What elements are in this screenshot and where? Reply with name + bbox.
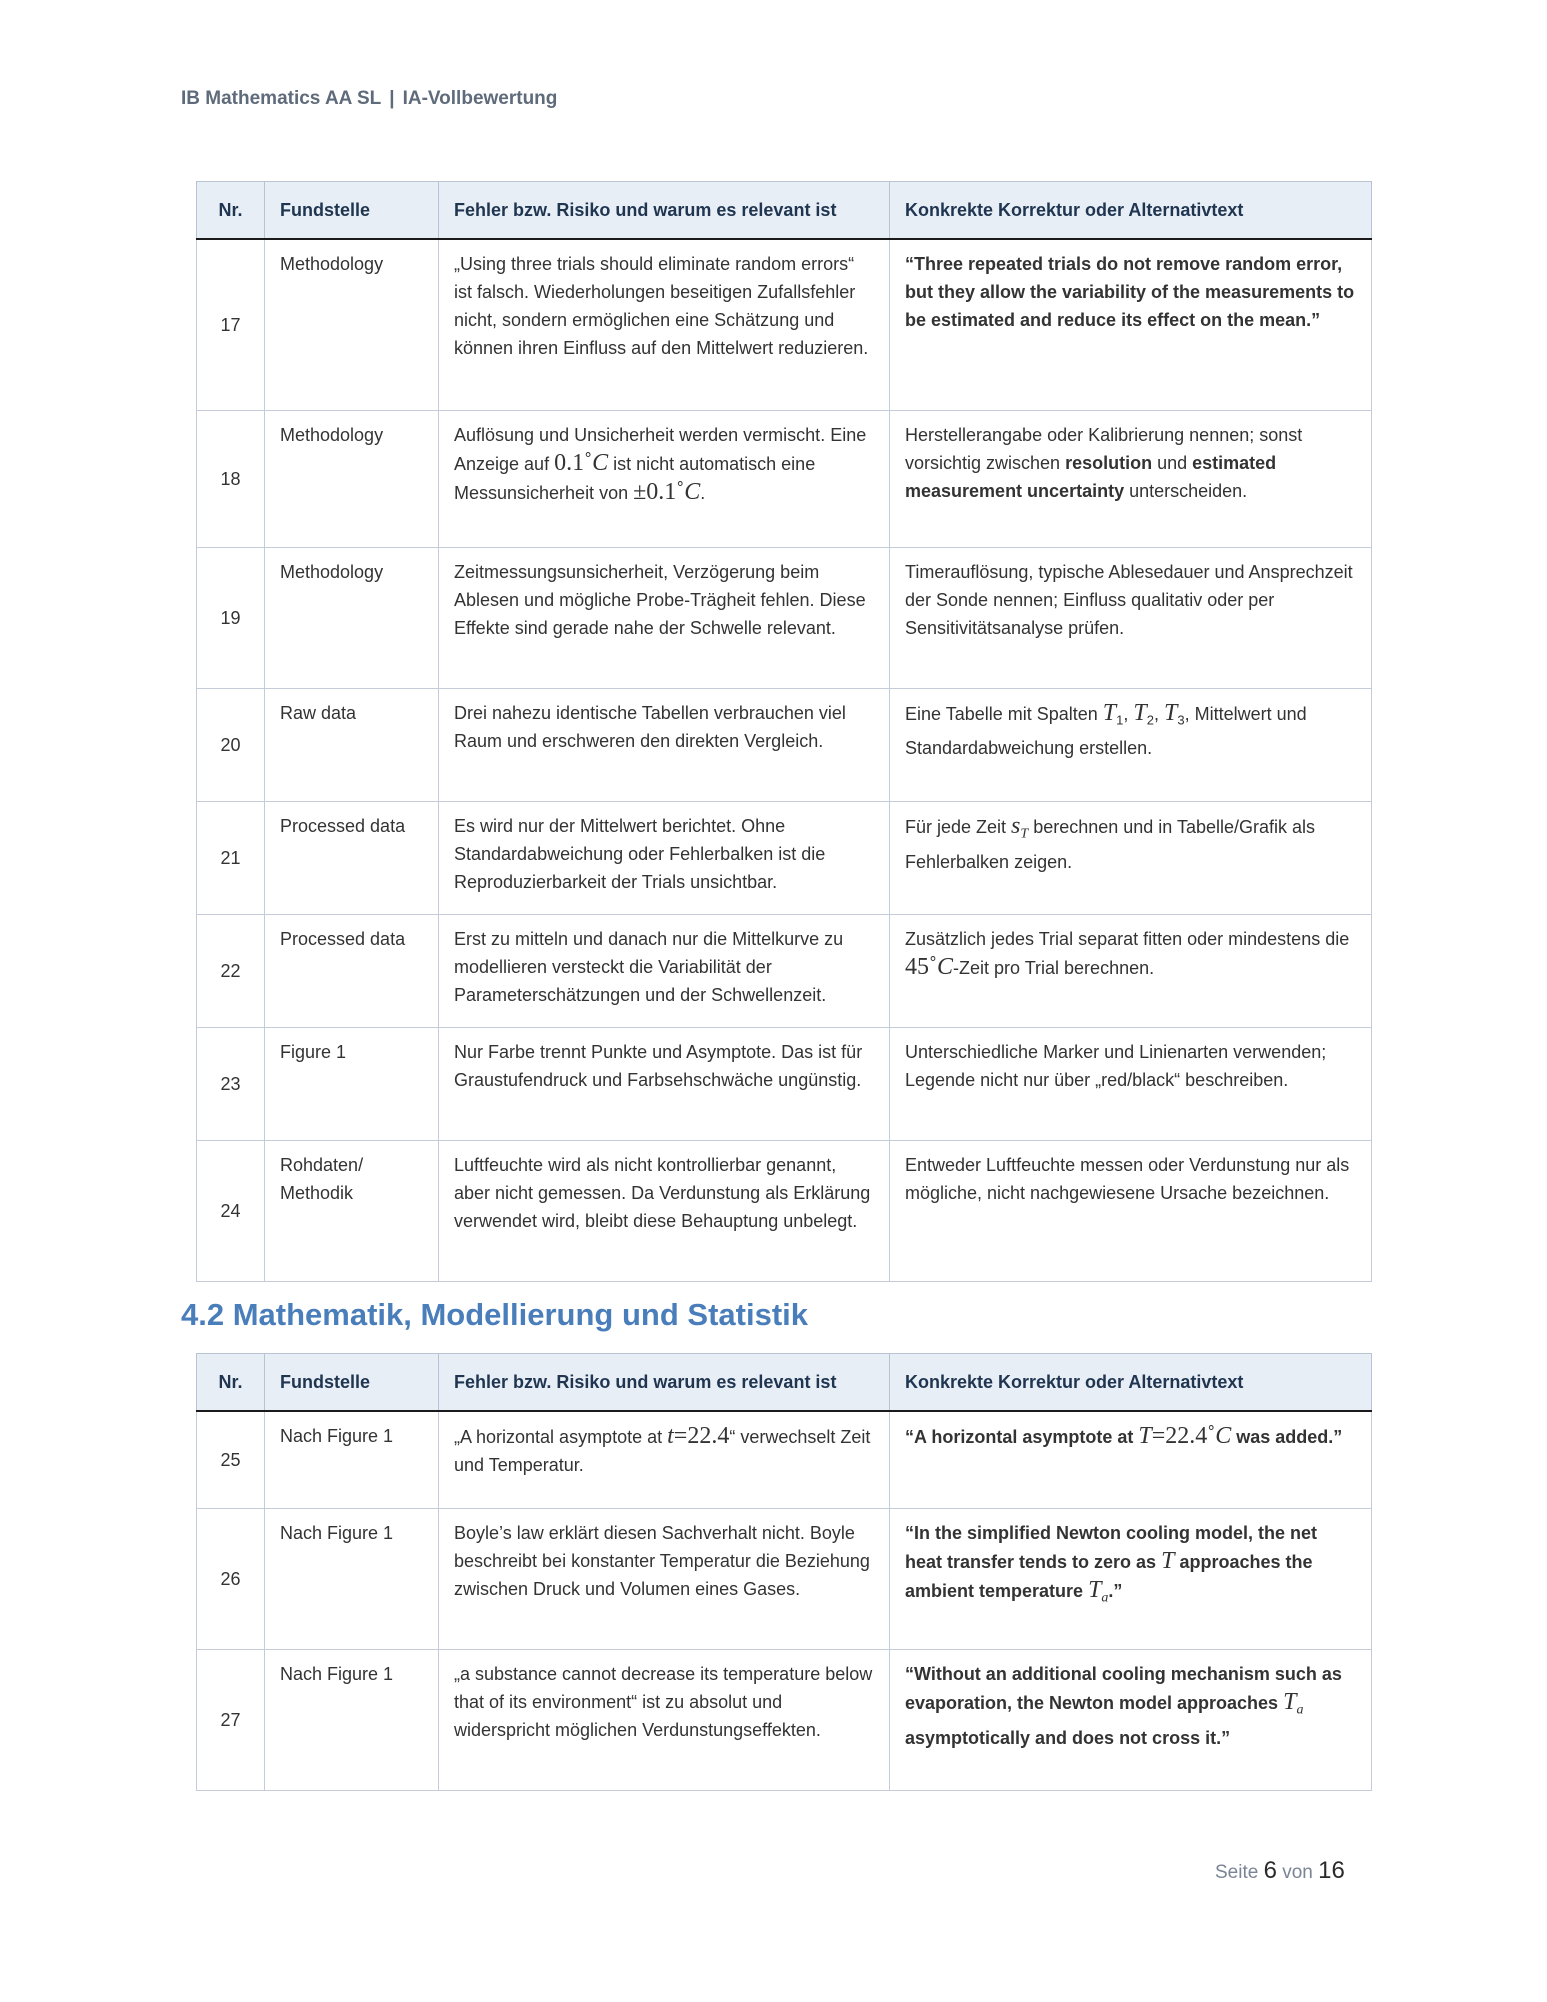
table-row — [197, 1411, 1372, 1508]
page-number — [1215, 1857, 1345, 1885]
text-part: asymptotically and does not cross it.” — [905, 1728, 1231, 1749]
row-error — [439, 410, 890, 547]
math-sub: 1 — [1116, 712, 1124, 728]
section-heading: 4.2 Mathematik, Modellierung und Statistik — [181, 1297, 808, 1332]
header-correction: Konkrekte Korrektur oder Alternativtext — [890, 1354, 1372, 1412]
header-location: Fundstelle — [265, 182, 439, 240]
row-correction: Entweder Luftfeuchte messen oder Verdunstung nur als mögliche, nicht nachgewiesene Ursache bezeichnen. — [890, 1140, 1372, 1281]
math-var: T — [1161, 1547, 1175, 1574]
row-location: Methodology — [265, 410, 439, 547]
text-part: approaches the ambient temperature — [905, 1551, 1313, 1601]
header-nr: Nr. — [197, 1354, 265, 1412]
row-nr: 21 — [197, 801, 265, 914]
math-unit: C — [684, 478, 701, 505]
math-var: T — [1088, 1576, 1102, 1603]
review-table-methodology — [196, 181, 1372, 1282]
table-row — [197, 688, 1372, 801]
row-location: Processed data — [265, 914, 439, 1027]
math-sub: a — [1101, 1590, 1109, 1606]
header-nr: Nr. — [197, 182, 265, 240]
math-value: 0.1˚ — [554, 449, 593, 476]
math-value: =22.4˚ — [1151, 1423, 1216, 1449]
math-value: ±0.1˚ — [633, 478, 685, 505]
text-part: Eine Tabelle mit Spalten — [905, 703, 1103, 724]
of-label: von — [1282, 1862, 1313, 1883]
row-location: Nach Figure 1 — [265, 1508, 439, 1649]
text-part: “In the simplified Newton cooling model, the net heat transfer tends to zero as — [905, 1522, 1318, 1572]
row-location: Methodology — [265, 547, 439, 688]
math-var: T — [1138, 1423, 1152, 1449]
row-nr: 26 — [197, 1508, 265, 1649]
row-error — [439, 1411, 890, 1508]
text-part: was added.” — [1231, 1427, 1343, 1447]
emphasis: resolution — [1065, 452, 1153, 473]
row-location: Processed data — [265, 801, 439, 914]
row-correction — [890, 688, 1372, 801]
text-part: , Mittelwert und Standardabweichung erstellen. — [905, 703, 1307, 759]
row-error: Zeitmessungsunsicherheit, Verzögerung beim Ablesen und mögliche Probe-Trägheit fehlen. Diese Effekte sind gerade nahe der Schwelle relevant. — [439, 547, 890, 688]
math-var: T — [1164, 699, 1178, 726]
table-row — [197, 914, 1372, 1027]
math-var: t — [667, 1423, 674, 1449]
row-nr: 24 — [197, 1140, 265, 1281]
math-unit: C — [937, 953, 954, 980]
row-correction: Timerauflösung, typische Ablesedauer und Ansprechzeit der Sonde nennen; Einfluss qualitativ oder per Sensitivitätsanalyse prüfen. — [890, 547, 1372, 688]
header-error: Fehler bzw. Risiko und warum es relevant ist — [439, 182, 890, 240]
emphasis: estimated measurement uncertainty — [905, 452, 1277, 501]
text-part: berechnen und in Tabelle/Grafik als Fehlerbalken zeigen. — [905, 816, 1316, 873]
header-error: Fehler bzw. Risiko und warum es relevant ist — [439, 1354, 890, 1412]
row-location: Nach Figure 1 — [265, 1411, 439, 1508]
text-part: -Zeit pro Trial berechnen. — [953, 957, 1155, 978]
row-error: Es wird nur der Mittelwert berichtet. Ohne Standardabweichung oder Fehlerbalken ist die Reproduzierbarkeit der Trials unsichtbar. — [439, 801, 890, 914]
row-error: Boyle’s law erklärt diesen Sachverhalt nicht. Boyle beschreibt bei konstanter Temperatur die Beziehung zwischen Druck und Volumen eines Gases. — [439, 1508, 890, 1649]
text-part: , — [1154, 703, 1165, 724]
text-part: “ verwechselt Zeit und Temperatur. — [454, 1427, 871, 1475]
text-part: , — [1123, 703, 1134, 724]
row-error: „Using three trials should eliminate random errors“ ist falsch. Wiederholungen beseitigen Zufallsfehler nicht, sondern ermöglichen eine Schätzung und können ihren Einfluss auf den Mittelwert reduzieren. — [439, 239, 890, 410]
math-var: T — [1102, 699, 1117, 726]
text-part: Auflösung und Unsicherheit werden vermischt. Eine Anzeige auf — [454, 424, 867, 474]
row-correction — [890, 801, 1372, 914]
text-part: Herstellerangabe oder Kalibrierung nennen; sonst vorsichtig zwischen — [905, 424, 1303, 473]
row-correction — [890, 410, 1372, 547]
text-part: ist nicht automatisch eine Messunsicherheit von — [454, 453, 816, 503]
table-row — [197, 1649, 1372, 1790]
current-page: 6 — [1263, 1857, 1277, 1884]
row-nr: 18 — [197, 410, 265, 547]
row-nr: 19 — [197, 547, 265, 688]
math-unit: C — [1215, 1423, 1232, 1449]
row-correction: Unterschiedliche Marker und Linienarten verwenden; Legende nicht nur über „red/black“ beschreiben. — [890, 1027, 1372, 1140]
row-nr: 25 — [197, 1411, 265, 1508]
row-nr: 17 — [197, 239, 265, 410]
correction-quote: “Three repeated trials do not remove random error, but they allow the variability of the measurements to be estimated and reduce its effect on the mean.” — [905, 254, 1355, 330]
row-correction — [890, 1411, 1372, 1508]
text-part: . — [700, 482, 706, 503]
table-row — [197, 1508, 1372, 1649]
table-row — [197, 1140, 1372, 1281]
math-sub: a — [1296, 1702, 1304, 1718]
row-correction — [890, 1649, 1372, 1790]
row-location: Nach Figure 1 — [265, 1649, 439, 1790]
math-sub: 3 — [1177, 712, 1185, 728]
table-row — [197, 547, 1372, 688]
course-name: IB Mathematics AA SL — [181, 88, 382, 109]
row-error: Luftfeuchte wird als nicht kontrollierbar genannt, aber nicht gemessen. Da Verdunstung als Erklärung verwendet wird, bleibt diese Behauptung unbelegt. — [439, 1140, 890, 1281]
table-header-row — [197, 182, 1372, 240]
math-var: s — [1011, 812, 1021, 839]
row-location: Methodology — [265, 239, 439, 410]
text-part: “A horizontal asymptote at — [905, 1427, 1139, 1447]
text-part: “Without an additional cooling mechanism such as evaporation, the Newton model approaches — [905, 1663, 1342, 1713]
page-label: Seite — [1215, 1862, 1259, 1883]
row-error: Drei nahezu identische Tabellen verbrauchen viel Raum und erschweren den direkten Vergleich. — [439, 688, 890, 801]
row-location: Rohdaten/ Methodik — [265, 1140, 439, 1281]
row-correction — [890, 914, 1372, 1027]
table-row — [197, 410, 1372, 547]
row-nr: 20 — [197, 688, 265, 801]
math-sub: 2 — [1146, 712, 1154, 728]
header-correction: Konkrekte Korrektur oder Alternativtext — [890, 182, 1372, 240]
table-row — [197, 239, 1372, 410]
table-row — [197, 1027, 1372, 1140]
row-nr: 27 — [197, 1649, 265, 1790]
text-part: Für jede Zeit — [905, 816, 1012, 837]
review-table-mathematics — [196, 1353, 1372, 1791]
math-var: T — [1283, 1688, 1297, 1715]
math-value: 45˚ — [905, 953, 937, 980]
text-part: unterscheiden. — [1124, 480, 1248, 501]
header-separator: | — [389, 88, 395, 109]
row-correction — [890, 239, 1372, 410]
math-value: =22.4 — [673, 1423, 730, 1449]
math-var: T — [1133, 699, 1147, 726]
math-unit: C — [592, 449, 609, 476]
row-nr: 22 — [197, 914, 265, 1027]
row-error: Erst zu mitteln und danach nur die Mittelkurve zu modellieren versteckt die Variabilität der Parameterschätzungen und der Schwellenzeit. — [439, 914, 890, 1027]
table-row — [197, 801, 1372, 914]
text-part: „A horizontal asymptote at — [454, 1427, 668, 1447]
text-part: .” — [1108, 1580, 1123, 1601]
total-pages: 16 — [1318, 1857, 1345, 1884]
row-nr: 23 — [197, 1027, 265, 1140]
row-location: Raw data — [265, 688, 439, 801]
row-error: Nur Farbe trennt Punkte und Asymptote. Das ist für Graustufendruck und Farbsehschwäche ungünstig. — [439, 1027, 890, 1140]
header-location: Fundstelle — [265, 1354, 439, 1412]
row-error: „a substance cannot decrease its temperature below that of its environment“ ist zu absolut und widerspricht möglichen Verdunstungseffekten. — [439, 1649, 890, 1790]
table-header-row — [197, 1354, 1372, 1412]
text-part: Zusätzlich jedes Trial separat fitten oder mindestens die — [905, 928, 1350, 949]
row-correction — [890, 1508, 1372, 1649]
math-sub: T — [1020, 826, 1029, 842]
running-header — [181, 88, 557, 110]
document-title: IA-Vollbewertung — [402, 88, 558, 109]
row-location: Figure 1 — [265, 1027, 439, 1140]
text-part: und — [1152, 452, 1193, 473]
